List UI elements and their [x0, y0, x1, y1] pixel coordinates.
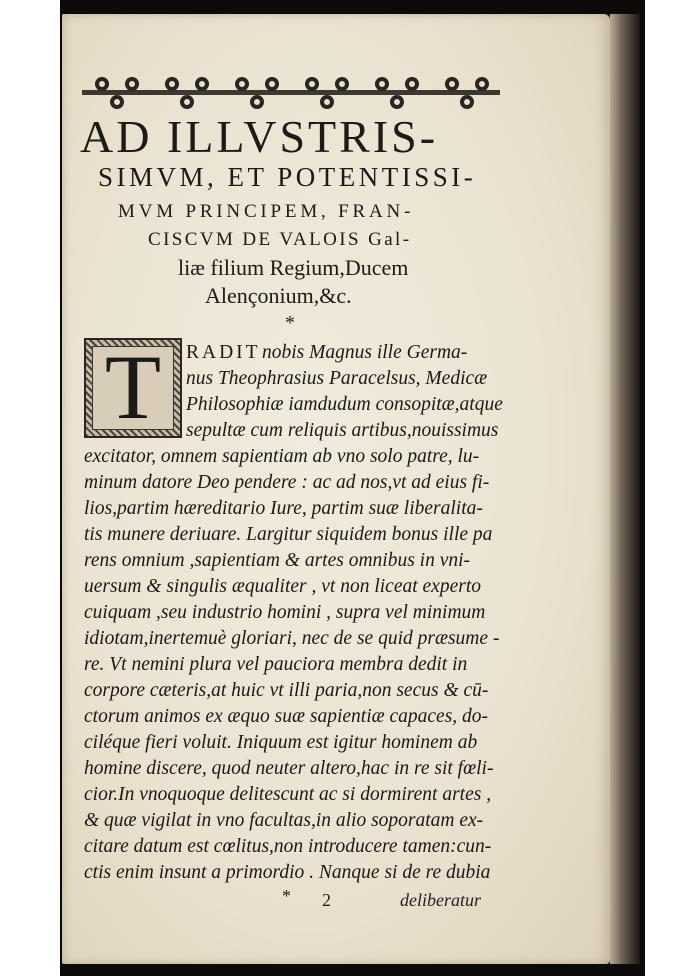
- decorative-headpiece: [82, 72, 500, 114]
- body-line-10: uersum & singulis æqualiter , vt non liceat experto: [84, 576, 481, 597]
- body-line-7: lios,partim hæreditario Iure, partim suæ liberalita-: [84, 498, 483, 519]
- body-line-3: Philosophiæ iamdudum consopitæ,atque: [186, 394, 503, 415]
- decorated-initial: [84, 338, 182, 438]
- body-line-1: nobis Magnus ille Germa-: [262, 342, 468, 363]
- body-line-2: nus Theophrasius Paracelsus, Medicæ: [186, 368, 488, 389]
- catchword: deliberatur: [400, 890, 481, 910]
- body-opening-roman: RADIT: [186, 342, 261, 363]
- body-line-5: excitator, omnem sapientiam ab vno solo patre, lu-: [84, 446, 480, 467]
- body-line-14: corpore cæteris,at huic vt illi paria,non secus & cū-: [84, 680, 489, 701]
- body-line-11: cuiquam ,seu industrio homini , supra vel minimum: [84, 602, 486, 623]
- signature: 2: [322, 890, 331, 910]
- body-line-4: sepultæ cum reliquis artibus,nouissimus: [186, 420, 499, 441]
- body-line-13: re. Vt nemini plura vel pauciora membra dedit in: [84, 654, 468, 675]
- initial-letter: T: [104, 336, 162, 438]
- body-line-16: ciléque fieri voluit. Iniquum est igitur hominem ab: [84, 732, 478, 753]
- page-fore-edge: [610, 14, 640, 964]
- body-line-17: homine discere, quod neuter altero,hac in re sit fœli-: [84, 758, 494, 779]
- title-line-3: MVM PRINCIPEM, FRAN-: [118, 201, 415, 222]
- title-line-5: liæ filium Regium,Ducem: [178, 255, 409, 280]
- body-line-12: idiotam,inertemuè gloriari, nec de se quid præsume -: [84, 628, 500, 649]
- initial-frame: [92, 336, 174, 438]
- body-line-19: & quæ vigilat in vno facultas,in alio soporatam ex-: [84, 810, 484, 831]
- body-line-15: ctorum animos ex æquo suæ sapientiæ capaces, do-: [84, 706, 489, 727]
- body-line-9: rens omnium ,sapientiam & artes omnibus in vni-: [84, 550, 471, 571]
- body-line-20: citare datum est cœlitus,non introducere tamen:cun-: [84, 836, 492, 857]
- body-line-6: minum datore Deo pendere : ac ad nos,vt ad eius fi-: [84, 472, 490, 493]
- title-line-4: CISCVM DE VALOIS Gal-: [148, 229, 412, 250]
- body-line-18: cior.In vnoquoque delitescunt ac si dormirent artes ,: [84, 784, 492, 805]
- title-line-1: AD ILLVSTRIS-: [80, 111, 439, 162]
- body-line-8: tis munere deriuare. Largitur siquidem bonus ille pa: [84, 524, 493, 545]
- title-line-6: Alençonium,&c.: [205, 283, 352, 308]
- title-line-2: SIMVM, ET POTENTISSI-: [98, 162, 477, 192]
- signature-mark: *: [282, 886, 291, 906]
- body-line-21: ctis enim insunt a primordio . Nanque si de re dubia: [84, 862, 491, 883]
- section-asterisk: *: [285, 312, 295, 334]
